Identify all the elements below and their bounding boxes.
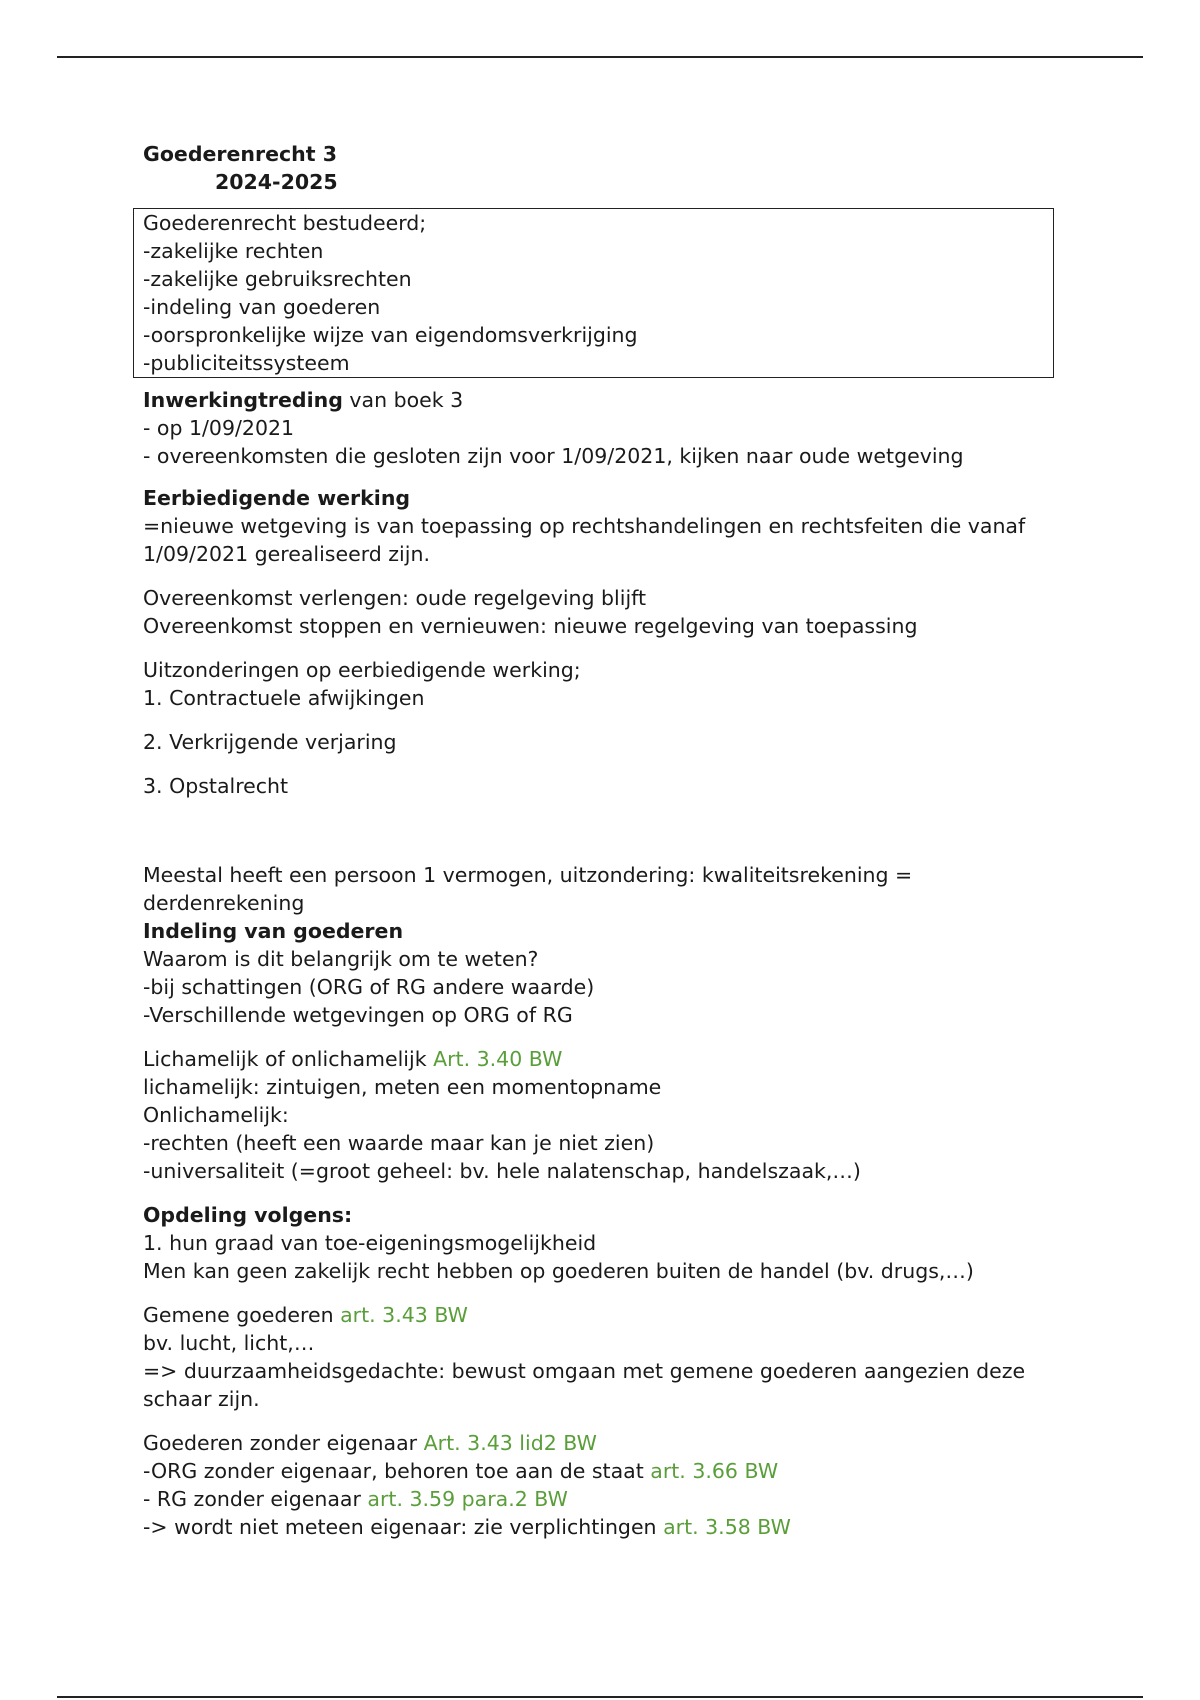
summary-line: -zakelijke gebruiksrechten [143,267,412,291]
text-line: bv. lucht, licht,… [143,1331,315,1355]
document-title: Goederenrecht 3 [143,142,337,166]
article-reference: art. 3.58 BW [663,1515,791,1539]
text-line: - overeenkomsten die gesloten zijn voor 1/09/2021, kijken naar oude wetgeving [143,444,964,468]
text-line [143,1457,1063,1485]
section-overeenkomst [143,584,1063,640]
section-heading-line [143,386,1063,414]
text-line: -Verschillende wetgevingen op ORG of RG [143,1003,573,1027]
section-heading: Indeling van goederen [143,919,404,943]
section-inwerkingtreding [143,386,1063,470]
text-line: Uitzonderingen op eerbiedigende werking; [143,658,581,682]
summary-line: Goederenrecht bestudeerd; [143,211,427,235]
text-line: -bij schattingen (ORG of RG andere waarde) [143,975,595,999]
text-line: - op 1/09/2021 [143,416,295,440]
paragraph: =nieuwe wetgeving is van toepassing op rechtshandelingen en rechtsfeiten die vanaf 1/09/2021 gerealiseerd zijn. [143,514,1026,566]
article-reference: art. 3.66 BW [650,1459,779,1483]
text-line: Waarom is dit belangrijk om te weten? [143,947,539,971]
section-goederen-zonder-eigenaar [143,1429,1063,1541]
section-heading: Opdeling volgens: [143,1203,353,1227]
summary-line: -oorspronkelijke wijze van eigendomsverkrijging [143,323,638,347]
summary-line: -zakelijke rechten [143,239,324,263]
paragraph: Meestal heeft een persoon 1 vermogen, uitzondering: kwaliteitsrekening = derdenrekening [143,863,913,915]
text-line [143,1301,1063,1329]
list-item: 1. Contractuele afwijkingen [143,686,425,710]
section-gemene-goederen [143,1301,1063,1413]
section-uitzonderingen [143,656,1063,800]
article-reference: art. 3.43 BW [340,1303,468,1327]
text-fragment: -ORG zonder eigenaar, behoren toe aan de staat [143,1459,651,1483]
section-opdeling [143,1201,1063,1285]
summary-box [133,208,1054,378]
text-line: Onlichamelijk: [143,1103,289,1127]
header-rule [57,56,1143,58]
text-line: -rechten (heeft een waarde maar kan je niet zien) [143,1131,655,1155]
article-reference: art. 3.59 para.2 BW [367,1487,568,1511]
list-item: 2. Verkrijgende verjaring [143,730,397,754]
text-fragment: - RG zonder eigenaar [143,1487,368,1511]
document-body [143,140,1063,1541]
summary-line: -indeling van goederen [143,295,381,319]
section-eerbiedigende-werking [143,484,1063,568]
text-fragment: Goederen zonder eigenaar [143,1431,424,1455]
text-line [143,1485,1063,1513]
text-fragment: -> wordt niet meteen eigenaar: zie verplichtingen [143,1515,664,1539]
summary-line: -publiciteitssysteem [143,351,350,375]
text-line [143,1513,1063,1541]
heading-suffix: van boek 3 [342,388,464,412]
footer-rule [57,1696,1143,1698]
section-heading: Eerbiedigende werking [143,486,411,510]
text-fragment: Gemene goederen [143,1303,341,1327]
text-line: lichamelijk: zintuigen, meten een momentopname [143,1075,662,1099]
text-line: Overeenkomst verlengen: oude regelgeving blijft [143,586,647,610]
text-line: -universaliteit (=groot geheel: bv. hele nalatenschap, handelszaak,…) [143,1159,861,1183]
article-reference: Art. 3.43 lid2 BW [423,1431,597,1455]
section-lichamelijk [143,1045,1063,1185]
document-year: 2024-2025 [215,170,338,194]
text-line [143,1429,1063,1457]
section-heading: Inwerkingtreding [143,388,343,412]
paragraph: => duurzaamheidsgedachte: bewust omgaan met gemene goederen aangezien deze schaar zijn. [143,1359,1026,1411]
section-vermogen [143,861,1063,1029]
text-line: Overeenkomst stoppen en vernieuwen: nieuwe regelgeving van toepassing [143,614,918,638]
article-reference: Art. 3.40 BW [433,1047,563,1071]
list-item: 3. Opstalrecht [143,774,289,798]
text-line [143,1045,1063,1073]
text-fragment: Lichamelijk of onlichamelijk [143,1047,434,1071]
text-line: 1. hun graad van toe-eigeningsmogelijkheid [143,1231,597,1255]
text-line: Men kan geen zakelijk recht hebben op goederen buiten de handel (bv. drugs,…) [143,1259,974,1283]
